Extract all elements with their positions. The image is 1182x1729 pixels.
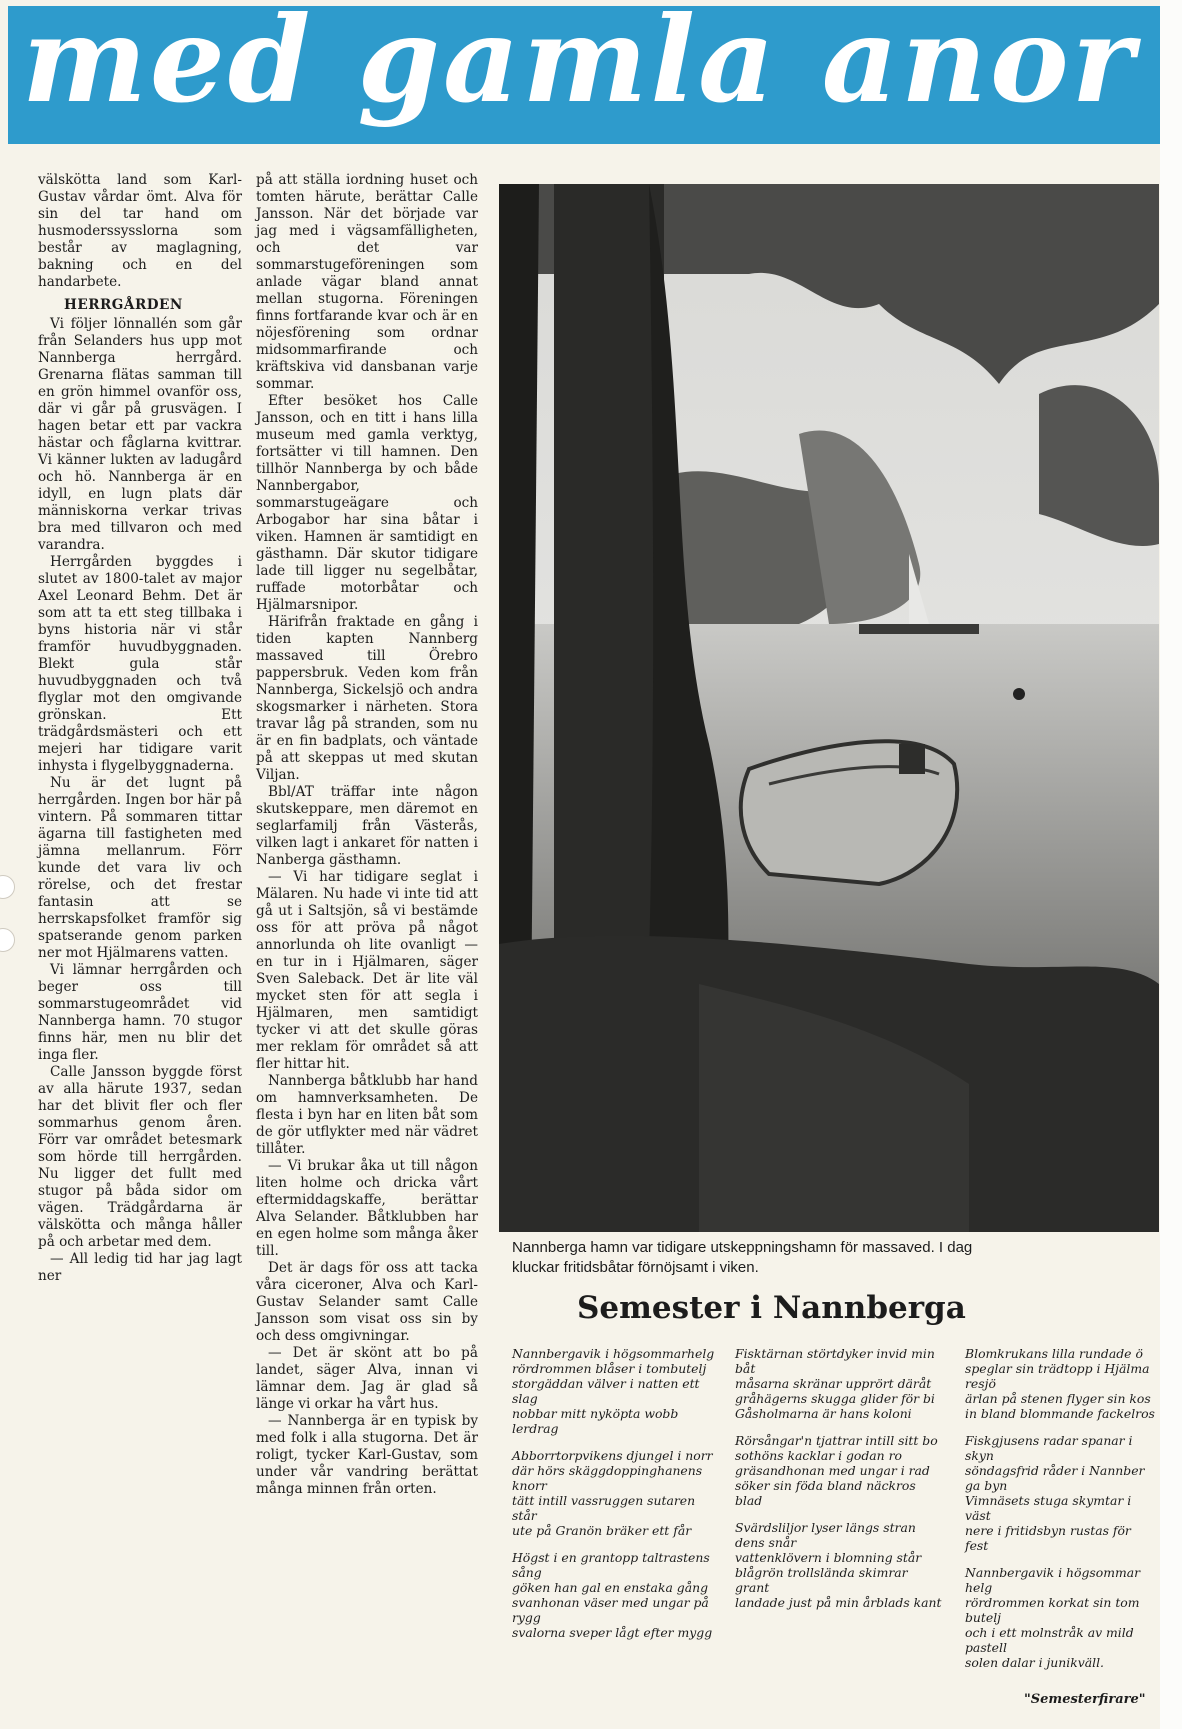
poem-line: söndagsfrid råder i Nannber ga byn [965,1463,1145,1493]
poem-line: Svärdsliljor lyser längs stran dens snår [735,1520,916,1550]
poem-line: göken han gal en enstaka gång [512,1580,709,1595]
poem-line: Rörsångar'n tjattrar intill sitt bo [735,1433,938,1448]
poem-line: måsarna skränar upprört däråt [735,1376,932,1391]
poem-line: sothöns kacklar i godan ro [735,1448,902,1463]
poem-line: där hörs skäggdoppinghanens knorr [512,1463,703,1493]
headline: med gamla anor [22,6,1137,129]
poem-line: storgäddan välver i natten ett slag [512,1376,700,1406]
poem-line: Fisktärnan störtdyker invid min båt [735,1346,935,1376]
poem-stanza [965,1565,1155,1670]
poem-stanza [735,1433,945,1508]
poem-line: vattenklövern i blomning står [735,1550,922,1565]
poem-line: Blomkrukans lilla rundade ö [965,1346,1143,1361]
paragraph: Calle Jansson byggde först av alla härute 1937, sedan har det blivit fler och fler sommarhus genom åren. Förr var området betesmark som hörde till herrgården. Nu ligger det fullt med stugor på båda sidor om vägen. Trädgårdarna är välskötta och många håller på och arbetar med dem. [38,1064,242,1250]
page-margin [1160,0,1182,1729]
poem-line: Högst i en grantopp taltrastens sång [512,1550,710,1580]
poem-line: söker sin föda bland näckros blad [735,1478,916,1508]
poem-line: gräsandhonan med ungar i rad [735,1463,930,1478]
paragraph: på att ställa iordning huset och tomten härute, berättar Calle Jansson. När det började var jag med i vägsamfälligheten, och det var sommarstugeföreningen som anlade vägar bland annat mellan stugorna. Föreningen finns fortfarande kvar och är en nöjesförening som ordnar midsommarfirande och kräftskiva vid dansbanan varje sommar. [256,172,478,392]
poem-title: Semester i Nannberga [577,1290,966,1326]
paragraph: Vi följer lönnallén som går från Selanders hus upp mot Nannberga herrgård. Grenarna flätas samman till en grön himmel ovanför oss, där vi går på grusvägen. I hagen betar ett par vackra hästar och fåglarna kvittrar. Vi känner lukten av ladugård och hö. Nannberga är en idyll, en lugn plats där människorna verkar trivas bra med tillvaron och med varandra. [38,316,242,553]
poem-line: tätt intill vassruggen sutaren står [512,1493,696,1523]
poem-column-2 [735,1346,945,1622]
poem-stanza [735,1346,945,1421]
article-column-2 [256,172,478,1498]
paragraph: — Det är skönt att bo på landet, säger Alva, innan vi lämnar dem. Jag är glad så länge vi orkar ha vårt hus. [256,1345,478,1412]
paragraph: — Vi har tidigare seglat i Mälaren. Nu hade vi inte tid att gå ut i Saltsjön, så vi bestämde oss för att pröva på något annorlunda oh lite ovanligt — en tur in i Hjälmaren, säger Sven Saleback. Det är lite väl mycket sten för att segla i Hjälmaren, men samtidigt tycker vi att det skulle göras mer reklam för området så att fler hittar hit. [256,869,478,1072]
poem-line: Abborrtorpvikens djungel i norr [512,1448,713,1463]
article-column-1 [38,172,242,1285]
paragraph: Bbl/AT träffar inte någon skutskeppare, men däremot en seglarfamilj från Västerås, vilken lagt i ankaret för natten i Nanberga gästhamn. [256,784,478,868]
poem-line: Nannbergavik i högsommarhelg [512,1346,715,1361]
poem-column-3 [965,1346,1155,1682]
photo-caption: Nannberga hamn var tidigare utskeppningshamn för massaved. I dag kluckar fritidsbåtar förnöjsamt i viken. [512,1239,973,1276]
poem-stanza [735,1520,945,1610]
paragraph: — Vi brukar åka ut till någon liten holme och dricka vårt eftermiddagskaffe, berättar Alva Selander. Båtklubben har en egen holme som många åker till. [256,1158,478,1259]
poem-line: svanhonan väser med ungar på rygg [512,1595,709,1625]
poem-line: blågrön trollslända skimrar grant [735,1565,908,1595]
poem-stanza [512,1346,722,1436]
poem-line: in bland blommande fackelros [965,1406,1155,1421]
paragraph: Härifrån fraktade en gång i tiden kapten Nannberg massaved till Örebro pappersbruk. Veden kom från Nannberga, Sickelsjö och andra skogsmarker i närheten. Stora travar låg på stranden, som nu är en fin badplats, och väntade på att skeppas ut med skutan Viljan. [256,614,478,783]
subheading: HERRGÅRDEN [64,297,183,313]
paragraph: Vi lämnar herrgården och beger oss till sommarstugeområdet vid Nannberga hamn. 70 stugor finns här, men nu blir det inga fler. [38,962,242,1063]
paragraph: välskötta land som Karl-Gustav vårdar ömt. Alva för sin del tar hand om husmoderssysslorna som består av maglagning, bakning och en del handarbete. [38,172,242,290]
poem-stanza [965,1346,1155,1421]
paragraph: Det är dags för oss att tacka våra ciceroner, Alva och Karl-Gustav Selander samt Calle Jansson som visat oss sin by och dess omgivningar. [256,1260,478,1344]
paragraph: — All ledig tid har jag lagt ner [38,1251,242,1284]
poem-line: speglar sin trädtopp i Hjälma resjö [965,1361,1150,1391]
poem-line: rördrommen korkat sin tom butelj [965,1595,1140,1625]
poem-line: landade just på min årblads kant [735,1595,942,1610]
poem-line: nere i fritidsbyn rustas för fest [965,1523,1131,1553]
poem-line: nobbar mitt nyköpta wobb lerdrag [512,1406,679,1436]
harbor-photo [499,184,1159,1232]
poem-column-1 [512,1346,722,1652]
poem-line: ute på Granön bräker ett får [512,1523,692,1538]
poem-line: Nannbergavik i högsommar helg [965,1565,1141,1595]
poem-line: svalorna sveper lågt efter mygg [512,1625,713,1640]
poem-line: gråhägerns skugga glider för bi [735,1391,935,1406]
paragraph: Herrgården byggdes i slutet av 1800-talet av major Axel Leonard Behm. Det är som att ta ett steg tillbaka i byns historia när vi står framför huvudbyggnaden. Blekt gula står huvudbyggnaden och två flyglar mot den omgivande grönskan. Ett trädgårdsmästeri och ett mejeri har tidigare varit inhysta i flygelbyggnaderna. [38,554,242,774]
poem-line: Gåsholmarna är hans koloni [735,1406,912,1421]
paragraph: Nannberga båtklubb har hand om hamnverksamheten. De flesta i byn har en liten båt som de gör utflykter med när vädret tillåter. [256,1073,478,1157]
photo-illustration [499,184,1159,1232]
paragraph: Efter besöket hos Calle Jansson, och en titt i hans lilla museum med gamla verktyg, fortsätter vi till hamnen. Den tillhör Nannberga by och både Nannbergabor, sommarstugeägare och Arbogabor har sina båtar i viken. Hamnen är samtidigt en gästhamn. Där skutor tidigare lade till ligger nu segelbåtar, ruffade motorbåtar och Hjälmarsnipor. [256,393,478,613]
paragraph: — Nannberga är en typisk by med folk i alla stugorna. Det är roligt, tycker Karl-Gustav, som under vår vandring berättat många minnen från orten. [256,1413,478,1497]
paragraph: Nu är det lugnt på herrgården. Ingen bor här på vintern. På sommaren tittar ägarna till fastigheten med jämna mellanrum. Förr kunde det vara liv och rörelse, och det frestar fantasin att se herrskapsfolket framför sig spatserande genom parken ner mot Hjälmarens vatten. [38,775,242,961]
poem-line: rördrommen blåser i tombutelj [512,1361,707,1376]
poem-line: Fiskgjusens radar spanar i skyn [965,1433,1133,1463]
poem-line: ärlan på stenen flyger sin kos [965,1391,1151,1406]
poem-stanza [965,1433,1155,1553]
poem-stanza [512,1448,722,1538]
poem-line: Vimnäsets stuga skymtar i väst [965,1493,1132,1523]
poem-line: solen dalar i junikväll. [965,1655,1104,1670]
poem-line: och i ett molnstråk av mild pastell [965,1625,1134,1655]
poem-signature: "Semesterfirare" [1024,1692,1146,1707]
headline-banner [8,6,1160,144]
poem-stanza [512,1550,722,1640]
